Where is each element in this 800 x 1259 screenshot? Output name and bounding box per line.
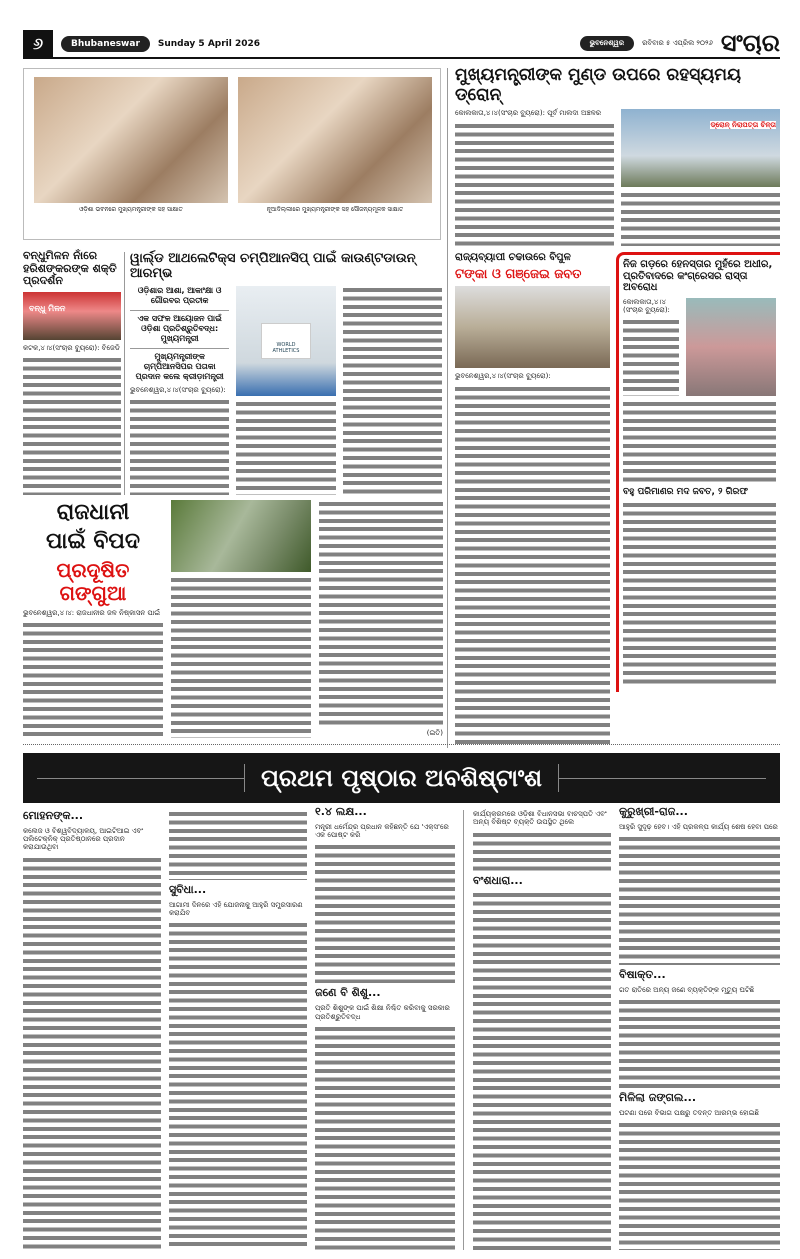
page-number: ୬ [23,30,53,57]
section-head: ୧.୪ ଲକ୍ଷ... [315,805,367,818]
headline: ବନ୍ଧୁମିଳନ ନାଁରେ ହରିଶଙ୍କରଙ୍କ ଶକ୍ତି ପ୍ରଦର୍ଶନ [23,249,117,288]
adhir-photo [686,298,776,396]
headline-highlight: ପ୍ରଦୂଷିତ ଗଙ୍ଗୁଆ [56,557,130,605]
subhead: ମୁଖ୍ୟମନ୍ତ୍ରୀଙ୍କ ଚାମ୍ପିଆନସିପର ପତାକା ପ୍ରଦାନ କଲେ କ୍ରୀଡ଼ାମନ୍ତ୍ରୀ [130,348,229,382]
continued-banner [23,753,780,803]
subhead: ଓଡ଼ିଶାର ଆଶା, ଆକାଂକ୍ଷା ଓ ଗୌରବର ପ୍ରତୀକ [137,285,222,305]
section-head: ଜଣେ ବି ଶିଶୁ... [315,986,381,1000]
dateline: ଭୁବନେଶ୍ୱର,୪।୪(ସଂଚାର ବ୍ୟୁରୋ): [130,385,226,394]
dateline: କୋଲକାତା,୪।୪(ସଂଚାର ବ୍ୟୁରୋ): ପୂର୍ବ ମାଲଦା ଅଞ୍ଚଳର [455,109,602,118]
caption-left: ଓଡ଼ିଶା ଭବନରେ ମୁଖ୍ୟମନ୍ତ୍ରୀଙ୍କ ସହ ସାକ୍ଷାତ [79,206,183,213]
photo-left [34,77,228,203]
section-head: ସୁବିଧା... [169,883,207,896]
edition-city: Bhubaneswar [61,36,150,52]
athletics-photo [236,286,335,396]
dateline: ଭୁବନେଶ୍ୱର,୪।୪: ରାଜଧାନୀର ଜଳ ନିଷ୍କାସନ ପାଇଁ [23,608,161,617]
flag: WORLD ATHLETICS [261,323,311,359]
bandhu-photo [23,292,121,340]
section-head: କୁରୁଖ୍ରୀ-ରାଜ... [619,805,688,818]
section-head: ବିଷାକ୍ତ... [619,968,666,982]
photo-tag: ଡ୍ରୋନ୍ ନିରାପତ୍ତା ଚିନ୍ତା [710,121,776,130]
headline-highlight: ଟଙ୍କା ଓ ଗଞ୍ଜେଇ ଜବତ [455,266,582,282]
lead-text: ପ୍ରତି ଶିଶୁଙ୍କ ପାଇଁ ଶିକ୍ଷା ନିଶ୍ଚିତ କରିବାକୁ ସରକାର ପ୍ରତିଶ୍ରୁତିବଦ୍ଧ [315,1004,450,1021]
headline: ପାଇଁ ବିପଦ [45,529,141,555]
dateline: କୋଲକାତା,୪।୪ (ସଂଚାର ବ୍ୟୁରୋ): [623,297,670,314]
headline: ୱାର୍ଲ୍ଡ ଆଥଲେଟିକ୍ସ ଚମ୍ପିଆନସିପ୍ ପାଇଁ କାଉଣ୍ଟଡାଉନ୍ ଆରମ୍ଭ [130,251,416,281]
section-head: ମୋହନଙ୍କ... [23,809,84,822]
banner-title: ପ୍ରଥମ ପୃଷ୍ଠାର ଅବଶିଷ୍ଟାଂଶ [244,764,559,792]
section-head: ବଂଶଧାରା... [473,873,523,887]
photo-tag: ବନ୍ଧୁ ମିଳନ [29,303,66,313]
lead-text: ଆହୁରି ସୁଦୃଢ଼ ହେବ। ଏହି ପ୍ରକଳ୍ପ କାର୍ଯ୍ୟ ଶେଷ ହେବା ପରେ [619,822,778,831]
headline: ରାଜ୍ୟବ୍ୟାପୀ ଚଢାଉରେ ବିପୁଳ [455,252,571,263]
end-mark: (ଇତି) [426,729,443,737]
headline: ରାଜଧାନୀ [56,500,130,525]
lead-text: ମନ୍ତ୍ରୀ ଧର୍ମେନ୍ଦ୍ର ପ୍ରଧାନ କହିଛନ୍ତି ଯେ 'ଏକ୍ସ'ରେ ଏକ ପୋଷ୍ଟ କରି [315,822,449,840]
article-drone [455,66,780,246]
article-ganguaa [23,500,443,738]
newspaper-logo: ସଂଚାର [720,29,780,57]
lead-text: ଆଗାମୀ ଦିନରେ ଏହି ଯୋଜନାକୁ ଆହୁରି ସମ୍ପ୍ରସାରଣ କରାଯିବ [169,900,303,918]
article-world-athletics [130,252,442,495]
continued-column [619,806,780,1250]
continued-column [23,810,161,1250]
photo-right [238,77,432,203]
dateline: କଟକ,୪।୪(ସଂଚାର ବ୍ୟୁରୋ): ବିଜେଡି [23,343,120,352]
river-photo [171,500,311,572]
article-raid [455,252,610,744]
raid-photo [455,286,610,368]
edition-date-odia: ରବିବାର ୫ ଏପ୍ରିଲ ୨୦୨୬ [642,39,713,47]
page-header [23,30,780,59]
continued-column [315,806,455,1250]
lead-text: କାର୍ଯ୍ୟକ୍ରମରେ ଓଡ଼ିଶା ବିଧାନସଭା ବାଚସ୍ପତି ଏବଂ ଅନ୍ୟ ବିଶିଷ୍ଟ ବ୍ୟକ୍ତି ଉପସ୍ଥିତ ଥିଲେ [473,810,607,827]
section-head: ମିଳିଲା ଜଙ୍ଗଲ... [619,1091,697,1105]
dateline: ଭୁବନେଶ୍ୱର,୪।୪(ସଂଚାର ବ୍ୟୁରୋ): [455,372,551,381]
lead-text: ଗତ ରାତିରେ ଅନ୍ୟ ଜଣେ ବ୍ୟକ୍ତିଙ୍କ ମୃତ୍ୟୁ ଘଟିଛି [619,985,755,994]
photo-feature [23,68,441,240]
headline: ନିଜ ଗଡ଼ରେ ହେନସ୍ତାର ମୁହଁରେ ଅଧୀର, ପ୍ରତିବାଦରେ କଂଗ୍ରେସର ରାସ୍ତା ଅବରୋଧ [623,259,773,293]
headline: ମୁଖ୍ୟମନ୍ତ୍ରୀଙ୍କ ମୁଣ୍ଡ ଉପରେ ରହସ୍ୟମୟ ଡ୍ରୋନ୍ [455,65,741,105]
article-adhir [616,252,780,692]
edition-date: Sunday 5 April 2026 [157,38,261,49]
continued-column [169,810,307,1250]
caption-right: ନୂଆଦିଲ୍ଲୀରେ ମୁଖ୍ୟମନ୍ତ୍ରୀଙ୍କ ସହ ସୌଜନ୍ୟମୂଳକ ସାକ୍ଷାତ [266,206,404,213]
article-bandhu-milan [23,250,121,495]
drone-photo [621,109,780,187]
lead-text: କଲେଜ ଓ ବିଶ୍ୱବିଦ୍ୟାଳୟ, ଆଇଟିଆଇ ଏବଂ ପଲିଟେକ୍ନିକ୍ ପ୍ରତିଷ୍ଠାନରେ ପ୍ରଦାନ କରାଯାଉଥିବା [23,826,144,852]
edition-city-odia: ଭୁବନେଶ୍ୱର [580,36,634,51]
continued-column [473,810,611,1250]
lead-text: ଘଟଣା ପରେ ବିଭାଗ ପକ୍ଷରୁ ତଦନ୍ତ ଆରମ୍ଭ ହୋଇଛି [619,1108,759,1117]
subhead: ଏକ ସଫଳ ଆୟୋଜନ ପାଇଁ ଓଡ଼ିଶା ପ୍ରତିଶ୍ରୁତିବଦ୍ଧ: ମୁଖ୍ୟମନ୍ତ୍ରୀ [130,310,229,344]
subhead: ବହୁ ପରିମାଣର ମଦ ଜବତ, ୨ ଗିରଫ [623,486,748,497]
